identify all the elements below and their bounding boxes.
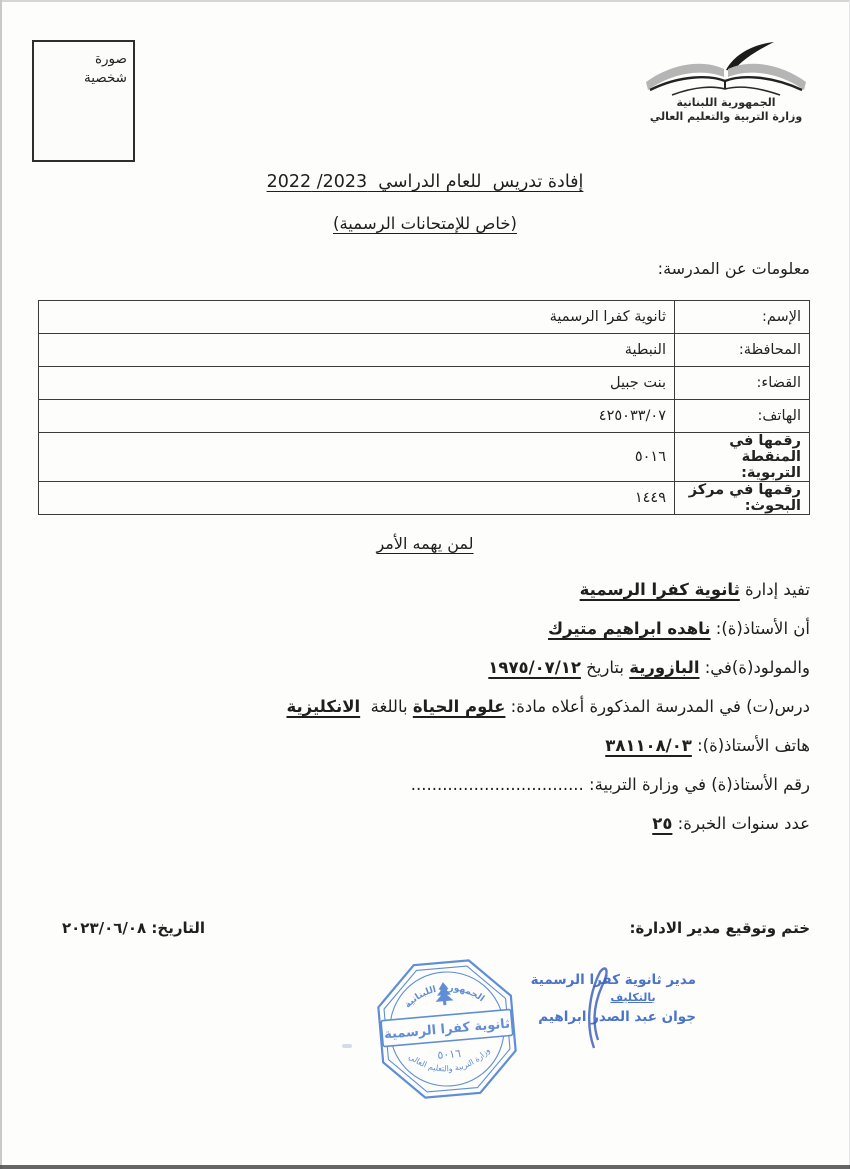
text-segment: والمولود(ة)في: bbox=[699, 658, 810, 677]
school-table-row bbox=[39, 433, 810, 482]
body-line bbox=[40, 765, 810, 804]
text-segment: عدد سنوات الخبرة: bbox=[672, 814, 810, 833]
emphasised-text-segment: ١٩٧٥/٠٧/١٢ bbox=[488, 658, 581, 677]
text-segment: رقم الأستاذ(ة) في وزارة التربية: ................................. bbox=[410, 775, 810, 794]
certificate-subtitle: (خاص للإمتحانات الرسمية) bbox=[333, 214, 517, 233]
stamp-band-text: ثانوية كفرا الرسمية bbox=[383, 1016, 511, 1043]
school-table-row bbox=[39, 367, 810, 400]
body-line bbox=[40, 804, 810, 843]
emphasised-text-segment: ثانوية كفرا الرسمية bbox=[579, 580, 740, 599]
stamp-caption: ختم وتوقيع مدير الادارة: bbox=[629, 919, 810, 937]
school-table-value: ٥٠١٦ bbox=[39, 433, 675, 482]
school-table-label: الهاتف: bbox=[675, 400, 810, 433]
emphasised-text-segment: الانكليزية bbox=[286, 697, 361, 716]
text-segment: هاتف الأستاذ(ة): bbox=[691, 736, 810, 755]
school-table-label: المحافظة: bbox=[675, 334, 810, 367]
scan-smudge bbox=[342, 1044, 352, 1048]
body-line bbox=[40, 648, 810, 687]
emphasised-text-segment: ٣٨١١٠٨/٠٣ bbox=[605, 736, 692, 755]
emphasised-text-segment: ٢٥ bbox=[652, 814, 673, 833]
school-table-label: القضاء: bbox=[675, 367, 810, 400]
stamp-arc-top: الجمهورية اللبنانية bbox=[403, 983, 486, 1011]
body-line bbox=[40, 726, 810, 765]
certificate-body bbox=[40, 570, 810, 843]
signature-line-3: جوان عبد الصدر ابراهيم bbox=[538, 1009, 696, 1025]
school-table-label: رقمها في المنقطة التربوية: bbox=[675, 433, 810, 482]
signature-line-1: مدير ثانوية كفرا الرسمية bbox=[530, 972, 696, 988]
ministry-logo bbox=[638, 40, 814, 123]
school-table-value: ثانوية كفرا الرسمية bbox=[39, 301, 675, 334]
to-whom-heading: لمن يهمه الأمر bbox=[376, 534, 474, 553]
signature-line-2: بالتكليف bbox=[610, 991, 656, 1004]
school-table-value: ٤٢٥٠٣٣/٠٧ bbox=[39, 400, 675, 433]
emphasised-text-segment: علوم الحياة bbox=[412, 697, 506, 716]
school-table-value: بنت جبيل bbox=[39, 367, 675, 400]
photo-placeholder-box bbox=[32, 40, 135, 162]
photo-box-line1: صورة bbox=[94, 51, 127, 67]
open-book-quill-icon bbox=[638, 40, 814, 96]
text-segment: أن الأستاذ(ة): bbox=[710, 619, 810, 638]
school-table-label: الإسم: bbox=[675, 301, 810, 334]
school-table-row bbox=[39, 334, 810, 367]
school-table-label: رقمها في مركز البحوث: bbox=[675, 482, 810, 515]
emphasised-text-segment: البازورية bbox=[629, 658, 700, 677]
school-info-table bbox=[38, 300, 810, 515]
emphasised-text-segment: ناهده ابراهيم متيرك bbox=[547, 619, 711, 638]
ministry-name-line1: الجمهورية اللبنانية bbox=[676, 96, 776, 109]
scan-edge-bottom bbox=[0, 1165, 850, 1169]
text-segment: باللغة bbox=[360, 697, 413, 716]
text-segment: بتاريخ bbox=[580, 658, 630, 677]
scan-edge-top bbox=[0, 0, 850, 2]
school-table-row bbox=[39, 400, 810, 433]
signature-scribble-icon bbox=[560, 956, 630, 1056]
school-table-value: النبطية bbox=[39, 334, 675, 367]
date-label: التاريخ: ٢٠٢٣/٠٦/٠٨ bbox=[62, 919, 206, 937]
school-table-value: ١٤٤٩ bbox=[39, 482, 675, 515]
school-table-row bbox=[39, 482, 810, 515]
text-segment: تفيد إدارة bbox=[739, 580, 810, 599]
certificate-title: إفادة تدريس للعام الدراسي 2023/ 2022 bbox=[266, 172, 584, 192]
text-segment: درس(ت) في المدرسة المذكورة أعلاه مادة: bbox=[505, 697, 810, 716]
ministry-name-line2: وزارة التربية والتعليم العالي bbox=[649, 109, 803, 123]
school-table-row bbox=[39, 301, 810, 334]
body-line bbox=[40, 570, 810, 609]
school-info-heading: معلومات عن المدرسة: bbox=[657, 259, 810, 278]
body-line bbox=[40, 687, 810, 726]
stamp-number: ٥٠١٦ bbox=[436, 1046, 462, 1062]
body-line bbox=[40, 609, 810, 648]
photo-box-line2: شخصية bbox=[83, 70, 127, 86]
stamp-arc-bottom: وزارة التربية والتعليم العالي bbox=[406, 1045, 492, 1074]
